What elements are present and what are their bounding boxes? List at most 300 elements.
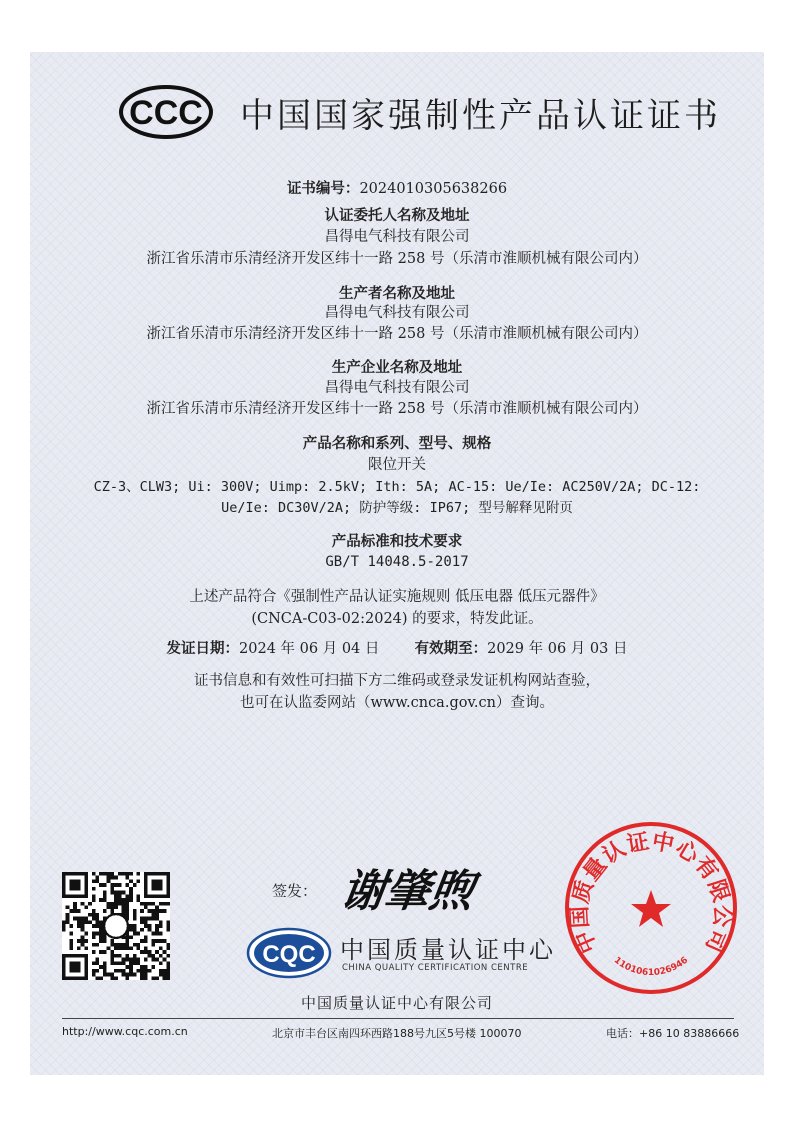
- qr-module: [92, 924, 96, 928]
- qr-module: [81, 939, 85, 943]
- qr-module: [96, 924, 100, 928]
- qr-module: [151, 909, 155, 913]
- qr-module: [107, 872, 111, 876]
- certificate-title: 中国国家强制性产品认证证书: [240, 96, 721, 136]
- qr-module: [125, 898, 129, 902]
- qr-module: [96, 876, 100, 880]
- qr-module: [159, 920, 163, 924]
- qr-module: [159, 961, 163, 965]
- qr-module: [129, 894, 133, 898]
- qr-module: [125, 976, 129, 980]
- compliance-line1: 上述产品符合《强制性产品认证实施规则 低压电器 低压元器件》: [189, 589, 605, 605]
- qr-module: [129, 872, 133, 876]
- qr-module: [110, 954, 114, 958]
- qr-module: [99, 928, 103, 932]
- applicant-address: 浙江省乐清市乐清经济开发区纬十一路 258 号（乐清市淮顺机械有限公司内）: [146, 251, 648, 267]
- product-spec-line1: CZ-3、CLW3; Ui: 300V; Uimp: 2.5kV; Ith: 5A; AC-15: Ue/Ie: AC250V/2A; DC-12:: [93, 479, 701, 495]
- qr-module: [129, 928, 133, 932]
- qr-module: [129, 969, 133, 973]
- qr-module: [159, 939, 163, 943]
- qr-module: [159, 909, 163, 913]
- qr-module: [163, 950, 167, 954]
- qr-module: [129, 891, 133, 895]
- official-seal: [563, 820, 739, 996]
- qr-module: [155, 924, 159, 928]
- qr-module: [110, 872, 114, 876]
- qr-module: [84, 917, 88, 921]
- qr-module: [66, 917, 70, 921]
- applicant-heading: 认证委托人名称及地址: [324, 207, 470, 224]
- qr-module: [122, 891, 126, 895]
- qr-module: [110, 876, 114, 880]
- qr-module: [81, 928, 85, 932]
- qr-module: [159, 946, 163, 950]
- qr-module: [77, 920, 81, 924]
- qr-module: [148, 917, 152, 921]
- qr-module: [140, 917, 144, 921]
- qr-module: [144, 969, 148, 973]
- qr-module: [122, 961, 126, 965]
- manufacturer-heading: 生产者名称及地址: [339, 285, 455, 302]
- qr-module: [107, 902, 111, 906]
- qr-module: [118, 954, 122, 958]
- qr-module: [140, 909, 144, 913]
- verification-line2: 也可在认监委网站（www.cnca.gov.cn）查询。: [239, 695, 554, 711]
- qr-module: [155, 958, 159, 962]
- qr-module: [118, 943, 122, 947]
- qr-module: [136, 898, 140, 902]
- qr-module: [107, 876, 111, 880]
- qr-module: [96, 913, 100, 917]
- qr-module: [133, 909, 137, 913]
- qr-module: [110, 909, 114, 913]
- qr-module: [103, 894, 107, 898]
- qr-module: [99, 976, 103, 980]
- qr-module: [140, 969, 144, 973]
- verification-line1: 证书信息和有效性可扫描下方二维码或登录发证机构网站查验，: [194, 673, 600, 689]
- qr-module: [159, 969, 163, 973]
- qr-module: [159, 924, 163, 928]
- qr-module: [163, 909, 167, 913]
- qr-module: [155, 932, 159, 936]
- qr-module: [159, 932, 163, 936]
- qr-module: [96, 976, 100, 980]
- qr-module: [140, 976, 144, 980]
- qr-module: [166, 943, 170, 947]
- qr-module: [166, 973, 170, 977]
- qr-module: [136, 943, 140, 947]
- expiry-date: 2029 年 06 月 03 日: [487, 641, 628, 657]
- qr-module: [118, 898, 122, 902]
- qr-module: [118, 883, 122, 887]
- qr-module: [144, 946, 148, 950]
- qr-module: [99, 939, 103, 943]
- qr-module: [144, 950, 148, 954]
- qr-module: [96, 917, 100, 921]
- qr-module: [144, 935, 148, 939]
- qr-module: [118, 961, 122, 965]
- qr-module: [136, 969, 140, 973]
- qr-module: [125, 894, 129, 898]
- qr-module: [129, 935, 133, 939]
- qr-module: [136, 961, 140, 965]
- qr-module: [62, 920, 66, 924]
- qr-module: [151, 958, 155, 962]
- qr-module: [110, 902, 114, 906]
- qr-module: [148, 928, 152, 932]
- qr-module: [114, 943, 118, 947]
- qr-module: [125, 876, 129, 880]
- product-heading: 产品名称和系列、型号、规格: [302, 435, 492, 452]
- qr-module: [110, 891, 114, 895]
- qr-module: [125, 939, 129, 943]
- qr-module: [163, 958, 167, 962]
- qr-module: [96, 932, 100, 936]
- qr-module: [99, 932, 103, 936]
- qr-module: [125, 883, 129, 887]
- qr-module: [129, 965, 133, 969]
- qr-module: [125, 965, 129, 969]
- qr-module: [103, 872, 107, 876]
- qr-module: [81, 902, 85, 906]
- qr-module: [110, 943, 114, 947]
- certificate-number: 2024010305638266: [359, 181, 508, 197]
- cqc-logo: [245, 926, 333, 980]
- qr-module: [62, 924, 66, 928]
- qr-module: [77, 946, 81, 950]
- qr-module: [103, 891, 107, 895]
- qr-module: [133, 954, 137, 958]
- qr-module: [125, 902, 129, 906]
- qr-module: [148, 924, 152, 928]
- qr-module: [66, 906, 70, 910]
- factory-name: 昌得电气科技有限公司: [324, 380, 470, 396]
- svg-text:1101061026946: [612, 955, 690, 978]
- qr-module: [96, 961, 100, 965]
- issuer-name-cn: 中国质量认证中心: [340, 936, 556, 964]
- qr-module: [122, 969, 126, 973]
- qr-module: [69, 932, 73, 936]
- qr-module: [96, 958, 100, 962]
- qr-module: [99, 883, 103, 887]
- signature-image: [338, 858, 508, 922]
- qr-module: [133, 943, 137, 947]
- qr-module: [151, 932, 155, 936]
- certificate-number-label: 证书编号：: [286, 180, 360, 197]
- seal-number: 1101061026946: [611, 955, 691, 979]
- qr-module: [110, 973, 114, 977]
- qr-module: [99, 898, 103, 902]
- qr-module: [99, 924, 103, 928]
- qr-module: [81, 917, 85, 921]
- qr-module: [151, 917, 155, 921]
- qr-module: [81, 920, 85, 924]
- qr-module: [99, 920, 103, 924]
- signature-label: 签发：: [272, 882, 318, 900]
- footer-phone: 电话：+86 10 83886666: [606, 1027, 740, 1040]
- qr-module: [92, 887, 96, 891]
- qr-module: [129, 973, 133, 977]
- qr-module: [103, 973, 107, 977]
- qr-module: [114, 961, 118, 965]
- qr-module: [148, 902, 152, 906]
- qr-module: [107, 906, 111, 910]
- qr-module: [122, 973, 126, 977]
- qr-module: [166, 924, 170, 928]
- certificate-number-row: [60, 178, 734, 200]
- qr-module: [92, 913, 96, 917]
- qr-module: [92, 943, 96, 947]
- qr-module: [73, 906, 77, 910]
- qr-module: [114, 883, 118, 887]
- qr-module: [133, 973, 137, 977]
- qr-module: [144, 906, 148, 910]
- qr-module: [103, 909, 107, 913]
- qr-module: [114, 876, 118, 880]
- qr-module: [81, 943, 85, 947]
- qr-module: [166, 961, 170, 965]
- qr-module: [151, 943, 155, 947]
- qr-module: [163, 976, 167, 980]
- qr-module: [92, 950, 96, 954]
- qr-module: [140, 939, 144, 943]
- qr-module: [84, 906, 88, 910]
- qr-module: [103, 883, 107, 887]
- qr-module: [107, 879, 111, 883]
- qr-module: [92, 917, 96, 921]
- qr-module: [69, 924, 73, 928]
- qr-module: [144, 976, 148, 980]
- qr-module: [163, 969, 167, 973]
- qr-module: [88, 920, 92, 924]
- qr-module: [122, 872, 126, 876]
- qr-module: [133, 924, 137, 928]
- qr-module: [99, 950, 103, 954]
- qr-module: [114, 898, 118, 902]
- qr-module: [110, 950, 114, 954]
- qr-module: [103, 950, 107, 954]
- qr-module: [92, 973, 96, 977]
- qr-module: [69, 946, 73, 950]
- issue-date: 2024 年 06 月 04 日: [239, 641, 380, 657]
- qr-module: [144, 965, 148, 969]
- qr-module: [62, 928, 66, 932]
- qr-module: [133, 883, 137, 887]
- qr-module: [133, 928, 137, 932]
- qr-module: [99, 872, 103, 876]
- qr-module: [125, 935, 129, 939]
- qr-module: [129, 961, 133, 965]
- qr-module: [148, 954, 152, 958]
- qr-module: [136, 872, 140, 876]
- qr-module: [118, 891, 122, 895]
- issue-date-label: 发证日期：: [166, 640, 240, 657]
- qr-module: [122, 909, 126, 913]
- qr-module: [159, 902, 163, 906]
- qr-module: [133, 958, 137, 962]
- cqc-logo-text: CQC: [262, 941, 316, 968]
- qr-module: [129, 879, 133, 883]
- qr-module: [166, 954, 170, 958]
- qr-module: [92, 909, 96, 913]
- qr-module: [166, 969, 170, 973]
- footer-divider: [62, 1018, 734, 1019]
- qr-module: [166, 946, 170, 950]
- qr-module: [129, 958, 133, 962]
- qr-module: [92, 932, 96, 936]
- qr-module: [114, 976, 118, 980]
- qr-module: [110, 958, 114, 962]
- qr-module: [125, 946, 129, 950]
- expiry-date-label: 有效期至：: [414, 640, 488, 657]
- qr-module: [163, 902, 167, 906]
- qr-module: [129, 924, 133, 928]
- qr-module: [129, 946, 133, 950]
- qr-module: [77, 924, 81, 928]
- qr-module: [110, 906, 114, 910]
- qr-module: [110, 961, 114, 965]
- manufacturer-address: 浙江省乐清市乐清经济开发区纬十一路 258 号（乐清市淮顺机械有限公司内）: [146, 326, 648, 342]
- qr-module: [114, 954, 118, 958]
- qr-module: [125, 913, 129, 917]
- qr-module: [96, 943, 100, 947]
- qr-module: [136, 958, 140, 962]
- qr-module: [140, 973, 144, 977]
- qr-module: [133, 913, 137, 917]
- qr-module: [133, 932, 137, 936]
- issuer-name-en: CHINA QUALITY CERTIFICATION CENTRE: [342, 963, 529, 973]
- qr-module: [155, 913, 159, 917]
- qr-module: [92, 969, 96, 973]
- qr-module: [81, 935, 85, 939]
- qr-module: [114, 891, 118, 895]
- qr-module: [92, 935, 96, 939]
- qr-module: [122, 902, 126, 906]
- qr-module: [88, 902, 92, 906]
- qr-module: [69, 909, 73, 913]
- qr-module: [114, 969, 118, 973]
- qr-module: [144, 924, 148, 928]
- qr-module: [73, 909, 77, 913]
- qr-module: [151, 939, 155, 943]
- signature-text: 谢肇煦: [338, 865, 477, 917]
- standard-value: GB/T 14048.5-2017: [325, 554, 469, 570]
- qr-module: [73, 917, 77, 921]
- qr-module: [151, 913, 155, 917]
- ccc-logo-text: CCC: [129, 94, 203, 132]
- qr-module: [92, 898, 96, 902]
- qr-module: [96, 920, 100, 924]
- qr-module: [144, 939, 148, 943]
- qr-module: [103, 939, 107, 943]
- qr-module: [118, 872, 122, 876]
- qr-module: [110, 883, 114, 887]
- qr-module: [118, 969, 122, 973]
- qr-module: [144, 902, 148, 906]
- qr-module: [151, 976, 155, 980]
- qr-module: [125, 973, 129, 977]
- footer-website[interactable]: http://www.cqc.com.cn: [62, 1025, 188, 1038]
- qr-module: [110, 887, 114, 891]
- qr-module: [125, 954, 129, 958]
- qr-module: [92, 894, 96, 898]
- qr-module: [114, 906, 118, 910]
- qr-module: [73, 902, 77, 906]
- qr-module: [81, 924, 85, 928]
- qr-module: [92, 879, 96, 883]
- factory-heading: 生产企业名称及地址: [331, 359, 463, 376]
- qr-module: [136, 932, 140, 936]
- qr-module: [148, 969, 152, 973]
- qr-module: [110, 976, 114, 980]
- qr-module: [151, 902, 155, 906]
- qr-module: [96, 969, 100, 973]
- factory-address: 浙江省乐清市乐清经济开发区纬十一路 258 号（乐清市淮顺机械有限公司内）: [146, 401, 648, 417]
- qr-module: [155, 917, 159, 921]
- qr-module: [166, 965, 170, 969]
- qr-code[interactable]: [62, 872, 170, 980]
- qr-module: [69, 943, 73, 947]
- qr-module: [144, 973, 148, 977]
- qr-module: [66, 913, 70, 917]
- product-name: 限位开关: [368, 457, 426, 473]
- qr-module: [136, 894, 140, 898]
- qr-module: [77, 939, 81, 943]
- qr-module: [103, 898, 107, 902]
- qr-module: [122, 906, 126, 910]
- qr-module: [155, 950, 159, 954]
- ccc-logo: [118, 84, 214, 140]
- qr-module: [84, 932, 88, 936]
- qr-module: [118, 902, 122, 906]
- qr-module: [84, 920, 88, 924]
- qr-module: [144, 920, 148, 924]
- qr-module: [103, 935, 107, 939]
- qr-module: [118, 894, 122, 898]
- footer-address: 北京市丰台区南四环西路188号九区5号楼 100070: [272, 1027, 522, 1040]
- qr-module: [151, 954, 155, 958]
- qr-module: [163, 973, 167, 977]
- qr-module: [155, 976, 159, 980]
- qr-module: [148, 909, 152, 913]
- qr-module: [88, 913, 92, 917]
- qr-module: [103, 969, 107, 973]
- qr-module: [144, 958, 148, 962]
- qr-module: [155, 928, 159, 932]
- qr-module: [114, 902, 118, 906]
- qr-module: [92, 872, 96, 876]
- qr-module: [166, 928, 170, 932]
- qr-module: [122, 898, 126, 902]
- qr-module: [99, 965, 103, 969]
- qr-module: [155, 906, 159, 910]
- qr-module: [92, 961, 96, 965]
- qr-module: [133, 917, 137, 921]
- qr-module: [107, 973, 111, 977]
- qr-module: [122, 958, 126, 962]
- qr-module: [140, 902, 144, 906]
- product-spec-line2: Ue/Ie: DC30V/2A; 防护等级: IP67; 型号解释见附页: [221, 500, 573, 516]
- dates-row: [60, 638, 734, 660]
- qr-module: [114, 894, 118, 898]
- qr-module: [140, 965, 144, 969]
- standard-heading: 产品标准和技术要求: [331, 533, 463, 550]
- qr-module: [77, 917, 81, 921]
- qr-module: [103, 961, 107, 965]
- qr-module: [166, 976, 170, 980]
- qr-module: [122, 946, 126, 950]
- qr-module: [155, 939, 159, 943]
